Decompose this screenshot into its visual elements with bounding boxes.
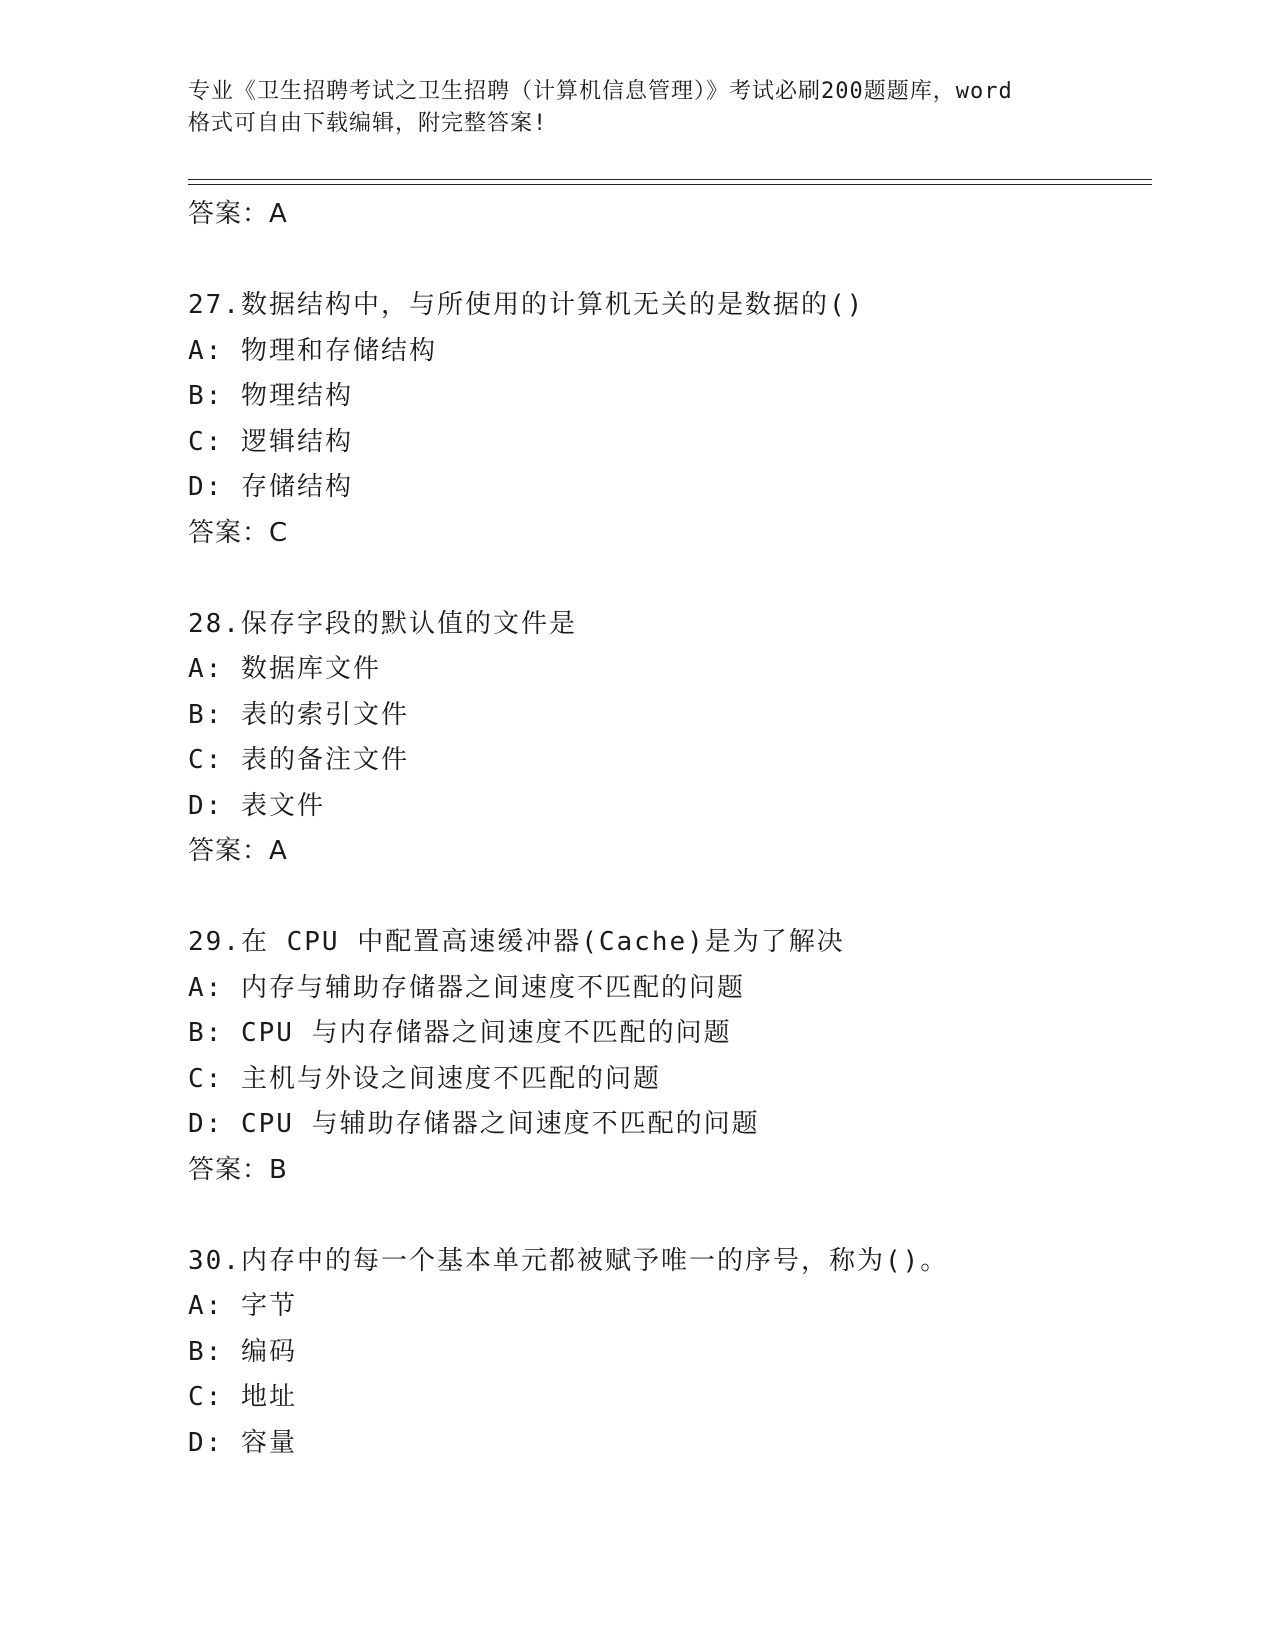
question-text: 28.保存字段的默认值的文件是 [188, 608, 577, 639]
question-block [188, 283, 1148, 556]
answer-line: 答案：A [188, 199, 288, 229]
option-d: D: 容量 [188, 1427, 297, 1458]
question-text: 29.在 CPU 中配置高速缓冲器(Cache)是为了解决 [188, 927, 845, 957]
option-c: C: 地址 [188, 1382, 297, 1412]
option-a: A: 物理和存储结构 [188, 335, 437, 366]
option-c: C: 表的备注文件 [188, 745, 409, 775]
option-d: D: 存储结构 [188, 472, 353, 502]
header-line-1: 专业《卫生招聘考试之卫生招聘（计算机信息管理）》考试必刷200题题库，word [188, 79, 1013, 104]
option-d: D: CPU 与辅助存储器之间速度不匹配的问题 [188, 1109, 760, 1139]
option-a: A: 字节 [188, 1291, 297, 1321]
spacer [188, 556, 1148, 602]
question-block [188, 602, 1148, 875]
option-a: A: 数据库文件 [188, 654, 381, 684]
question-text: 30.内存中的每一个基本单元都被赋予唯一的序号，称为()。 [188, 1245, 949, 1276]
spacer [188, 238, 1148, 284]
option-c: C: 主机与外设之间速度不匹配的问题 [188, 1063, 661, 1094]
option-c: C: 逻辑结构 [188, 426, 353, 457]
option-b: B: 表的索引文件 [188, 699, 409, 730]
answer-line: 答案：B [188, 1154, 288, 1185]
option-d: D: 表文件 [188, 790, 325, 821]
header-divider-bottom [188, 184, 1152, 185]
option-b: B: 编码 [188, 1336, 297, 1367]
spacer [188, 875, 1148, 921]
answer-line: 答案：C [188, 517, 289, 548]
spacer [188, 1193, 1148, 1239]
option-a: A: 内存与辅助存储器之间速度不匹配的问题 [188, 972, 745, 1003]
header-divider-top [188, 179, 1152, 180]
header-line-2: 格式可自由下载编辑，附完整答案! [188, 111, 548, 136]
document-body [188, 192, 1148, 1466]
option-b: B: CPU 与内存储器之间速度不匹配的问题 [188, 1018, 732, 1048]
question-block [188, 1239, 1148, 1467]
option-b: B: 物理结构 [188, 381, 353, 411]
question-block [188, 920, 1148, 1193]
document-header [188, 76, 1088, 140]
question-text: 27.数据结构中，与所使用的计算机无关的是数据的() [188, 290, 865, 320]
answer-line: 答案：A [188, 836, 288, 866]
